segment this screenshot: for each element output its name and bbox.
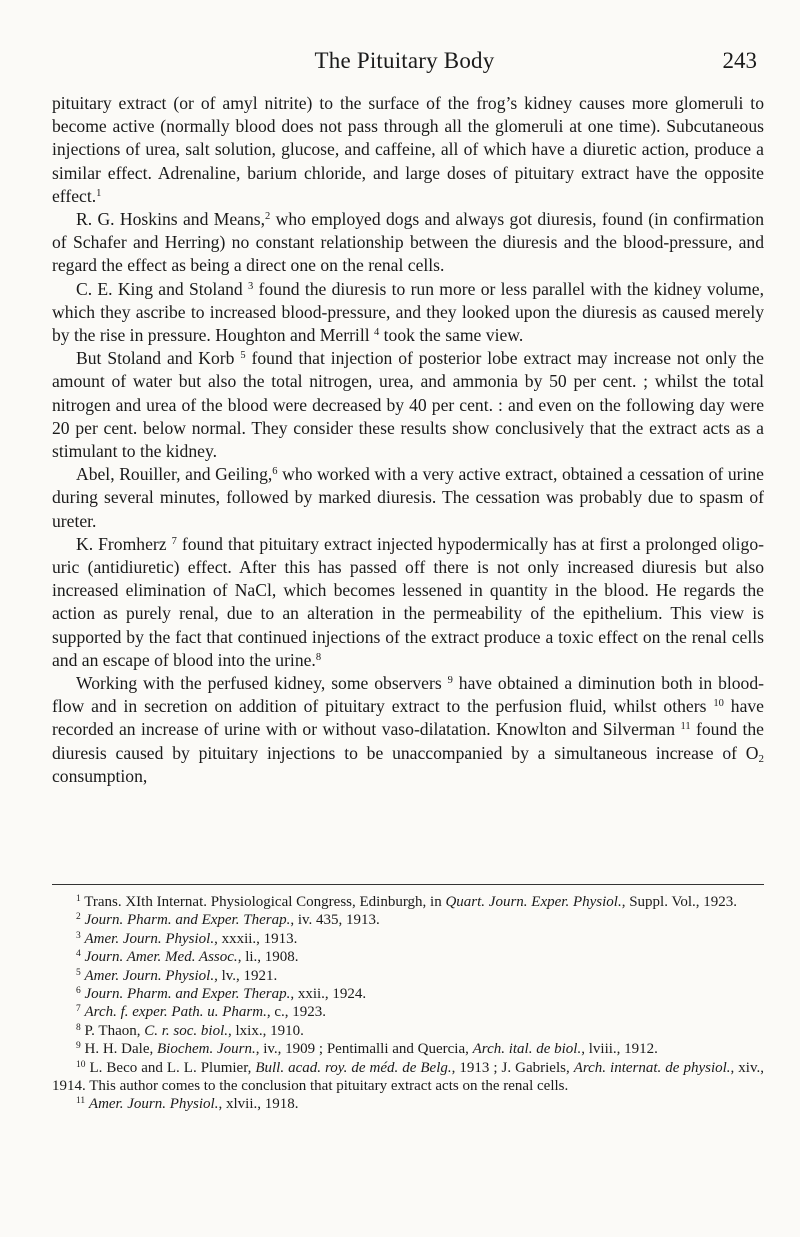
footnote: $^1$ Trans. XIth Internat. Physiological Congress, Edinburgh, in Quart. Journ. Exper. Physiol., Suppl. Vol., 1923. [76,894,738,910]
paragraph: Abel, Rouiller, and Geiling,$^6$ who worked with a very active extract, obtained a cessation of urine during several minutes, followed by marked diuresis. The cessation was probably due to spasm of ureter. [52,464,764,531]
page-header [52,48,757,80]
footnote: $^6$ Journ. Pharm. and Exper. Therap., xxii., 1924. [76,986,367,1003]
footnote-ref[interactable]: 2 [265,211,271,223]
page-number: 243 [722,48,757,73]
footnote: $^8$ P. Thaon, C. r. soc. biol., lxix., 1910. [76,1022,304,1039]
footnote: $^3$ Amer. Journ. Physiol., xxxii., 1913. [76,930,298,947]
body-text [52,92,764,788]
footnote: $^{10}$ L. Beco and L. L. Plumier, Bull. acad. roy. de méd. de Belg., 1913 ; J. Gabriels, Arch. internat. de physiol., xiv., 1914. This author comes to the conclusion that pituitary extract acts on the renal cells. [52,1059,764,1095]
footnote-ref[interactable]: 9 [447,675,453,687]
footnote-divider [52,884,764,885]
paragraph: pituitary extract (or of amyl nitrite) to the surface of the frog’s kidney causes more glomeruli to become active (normally blood does not pass through all the glomeruli at one time). Subcutaneous injections of urea, salt solution, glucose, and caffeine, all of which have a diuretic action, produce a similar effect. Adrenaline, barium chloride, and large doses of pituitary extract have the opposite effect.$^1$ [52,93,764,206]
subscript: 2 [758,752,764,765]
footnote: $^4$ Journ. Amer. Med. Assoc., li., 1908. [76,949,299,966]
paragraph: K. Fromherz $^7$ found that pituitary extract injected hypodermically has at first a prolonged oligo-uric (antidiuretic) effect. After this has passed off there is not only increased diuresis but also increased elimination of NaCl, which becomes lessened in quantity in the blood. He regards the action as purely renal, due to an alteration in the permeability of the epithelium. This view is supported by the fact that continued injections of the extract produce a toxic effect on the renal cells and an escape of blood into the urine.$^8$ [52,533,764,670]
footnote: $^9$ H. H. Dale, Biochem. Journ., iv., 1909 ; Pentimalli and Quercia, Arch. ital. de biol., lviii., 1912. [76,1041,658,1058]
paragraph: R. G. Hoskins and Means,$^2$ who employed dogs and always got diuresis, found (in confirmation of Schafer and Herring) no constant relationship between the diuresis and the blood-pressure, and regard the effect as being a direct one on the renal cells. [52,209,764,276]
footnote-ref[interactable]: 1 [96,187,102,199]
paragraph: C. E. King and Stoland $^3$ found the diuresis to run more or less parallel with the kidney volume, which they ascribe to increased blood-pressure, and they looked upon the diuresis as caused merely by the rise in pressure. Houghton and Merrill $^4$ took the same view. [52,278,764,346]
footnote-ref[interactable]: 8 [315,651,322,663]
footnote: $^2$ Journ. Pharm. and Exper. Therap., iv. 435, 1913. [76,912,380,929]
footnotes [52,893,764,1114]
footnote: $^7$ Arch. f. exper. Path. u. Pharm., c., 1923. [76,1004,327,1021]
footnote: $^5$ Amer. Journ. Physiol., lv., 1921. [76,967,278,984]
footnote-ref[interactable]: 10 [713,698,724,710]
footnote-ref[interactable]: 11 [680,721,691,733]
paragraph: But Stoland and Korb $^5$ found that injection of posterior lobe extract may increase not only the amount of water but also the total nitrogen, urea, and ammonia by 50 per cent. ; whilst the total nitrogen and urea of the blood were decreased by 40 per cent. : and even on the following day were 20 per cent. below normal. They consider these results show conclusively that the extract acts as a stimulant to the kidney. [52,348,764,462]
footnote-ref[interactable]: 5 [240,350,246,362]
paragraph: Working with the perfused kidney, some observers $^9$ have obtained a diminution both in blood-flow and in secretion on addition of pituitary extract to the perfusion fluid, whilst others $^{10}$ have recorded an increase of urine with or without vaso-dilatation. Knowlton and Silverman $^{11}$ found the diuresis caused by pituitary injections to be unaccompanied by a simultaneous increase of $O_2$ consumption, [52,673,765,786]
running-head: The Pituitary Body [314,48,495,73]
footnote-ref[interactable]: 7 [171,535,177,547]
footnote: $^{11}$ Amer. Journ. Physiol., xlvii., 1918. [76,1096,299,1113]
footnote-ref[interactable]: 6 [272,466,278,478]
footnote-ref[interactable]: 3 [248,280,254,292]
footnote-ref[interactable]: 4 [374,327,380,339]
